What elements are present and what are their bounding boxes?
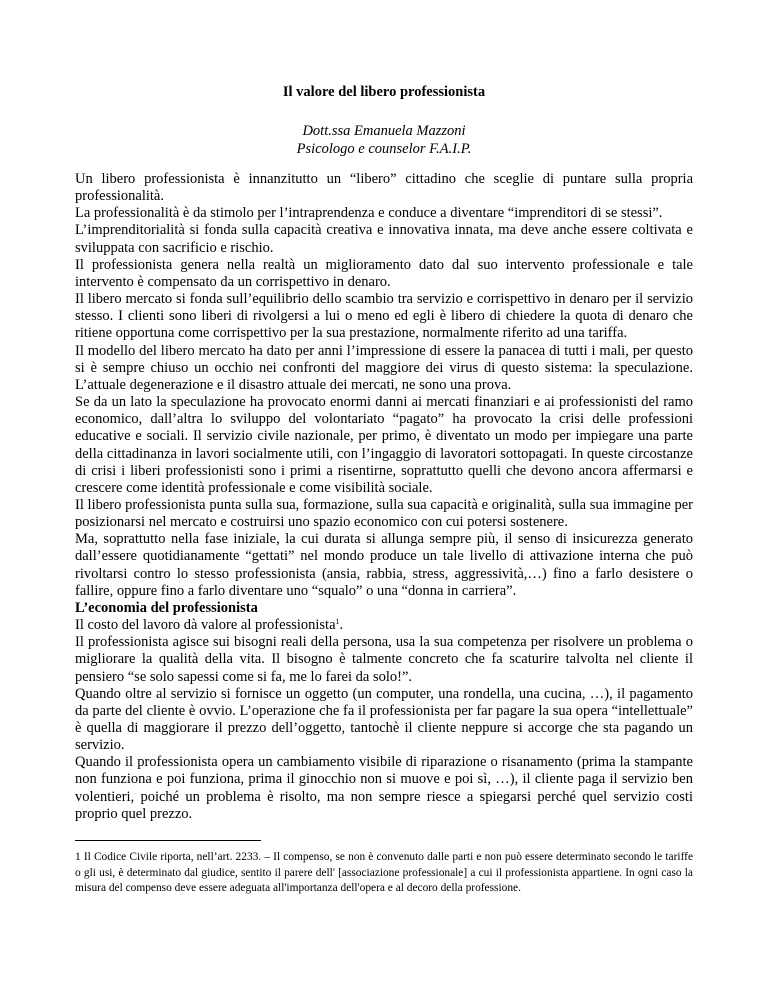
paragraph: Il libero professionista punta sulla sua, formazione, sulla sua capacità e originalità, sulla sua immagine per posizionarsi nel mercato e costruirsi uno spazio economico con cui potersi sostenere. [75,496,693,531]
section-intro-paragraph: Il costo del lavoro dà valore al professionista$^1$. [75,617,344,634]
paragraph: Il professionista agisce sui bisogni reali della persona, usa la sua competenza per risolvere un problema o migliorare la qualità della vita. Il bisogno è talmente concreto che fa scaturire talvolta nel cliente il pensiero “se solo sapessi come si fa, me lo farei da solo!”. [75,634,693,685]
document-body [75,171,693,823]
document-title: Il valore del libero professionista [282,84,486,100]
paragraph: Il modello del libero mercato ha dato per anni l’impressione di essere la panacea di tutti i mali, per questo si è sempre chiuso un occhio nei confronti del maggiore dei virus di questo sistema: la speculazione. L’attuale degenerazione e il disastro attuale dei mercati, ne sono una prova. [75,342,693,393]
paragraph: Un libero professionista è innanzitutto un “libero” cittadino che sceglie di puntare sulla propria professionalità. [75,171,693,205]
paragraph: Il libero mercato si fonda sull’equilibrio dello scambio tra servizio e corrispettivo in denaro per il servizio stesso. I clienti sono liberi di rivolgersi a lui o meno ed egli è libero di chiedere la quota di denaro che ritiene opportuna come corrispettivo per la sua prestazione, normalmente riferito ad una tariffa. [75,291,693,342]
section-heading: L’economia del professionista [75,599,258,616]
footnote-reference[interactable]: 1 [335,617,340,627]
section-intro-text: Il costo del lavoro dà valore al professionista [75,617,336,634]
footnote-separator [75,840,261,841]
paragraph: Se da un lato la speculazione ha provocato enormi danni ai mercati finanziari e ai professionisti del ramo economico, dall’altra lo sviluppo del volontariato “pagato” ha provocato la crisi delle professioni educative e sociali. Il servizio civile nazionale, per primo, è diventato un modo per impiegare una parte della cittadinanza in lavori socialmente utili, con l’ingaggio di lavoratori sottopagati. In queste circostanze di crisi i liberi professionisti sono i primi a risentirne, soprattutto quelli che devono ancora affermarsi e crescere come identità professionale e come visibilità sociale. [75,394,693,496]
paragraph: Quando oltre al servizio si fornisce un oggetto (un computer, una rondella, una cucina, …), il pagamento da parte del cliente è ovvio. L’operazione che fa il professionista per far pagare la sua opera “intellettuale” è quella di maggiorare il prezzo dell’oggetto, tantochè il cliente neppure si accorge che sta pagando un servizio. [75,685,693,754]
footnote: 1 Il Codice Civile riporta, nell’art. 2233. – Il compenso, se non è convenuto dalle parti e non può essere determinato secondo le tariffe o gli usi, è determinato dal giudice, sentito il parere dell' [associazione professionale] a cui il professionista appartiene. In ogni caso la misura del compenso deve essere adeguata all'importanza dell'opera e al decoro della professione. [75,851,693,895]
paragraph: Il professionista genera nella realtà un miglioramento dato dal suo intervento professionale e tale intervento è compensato da un corrispettivo in denaro. [75,256,693,290]
paragraph: La professionalità è da stimolo per l’intraprendenza e conduce a diventare “imprenditori di se stessi”. [75,205,663,222]
author-name: Dott.ssa Emanuela Mazzoni [302,123,466,139]
paragraph: L’imprenditorialità si fonda sulla capacità creativa e innovativa innata, ma deve anche essere coltivata e sviluppata con sacrificio e rischio. [75,222,693,256]
paragraph: Quando il professionista opera un cambiamento visibile di riparazione o risanamento (prima la stampante non funziona e poi funziona, prima il ginocchio non si muove e poi sì, …), il cliente paga il servizio ben volentieri, poiché un problema è risolto, ma non sempre riesce a spiegarsi perché quel servizio costi proprio quel prezzo. [75,754,693,822]
author-role: Psicologo e counselor F.A.I.P. [296,141,472,157]
paragraph: Ma, soprattutto nella fase iniziale, la cui durata si allunga sempre più, il senso di insicurezza generato dall’essere quotidianamente “gettati” nel mondo produce un tale livello di attivazione interna che può rivoltarsi contro lo stesso professionista (ansia, rabbia, stress, aggressività,…) fino a farlo desistere o fallire, oppure fino a farlo diventare uno “squalo” o una “donna in carriera”. [75,531,693,599]
